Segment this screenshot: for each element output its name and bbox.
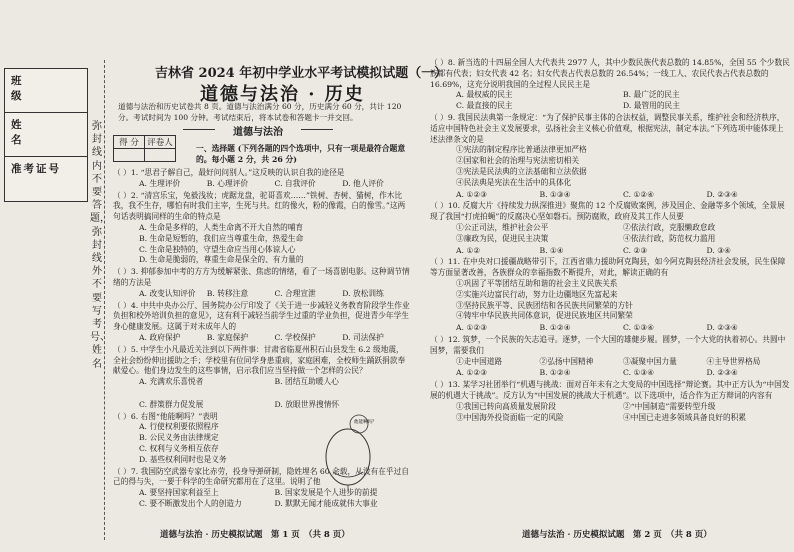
option[interactable]: ①走中国道路	[456, 356, 503, 366]
option[interactable]: D. 司法保护	[342, 332, 384, 342]
option[interactable]: A. 政府保护	[139, 332, 181, 342]
question-stem: （ ）9. 我国民法典第一条规定：“为了保护民事主体的合法权益，调整民事关系，维护社会和经济秩序，适应中国特色社会主义发展要求，弘扬社会主义核心价值观，根据宪法，制定本法。”下列选项中能体现上述法律条文的是	[430, 113, 785, 144]
option[interactable]: A. 生理评价	[139, 178, 181, 188]
class-label: 班 级	[11, 75, 40, 102]
option[interactable]: D. 最管用的民主	[623, 101, 680, 111]
option[interactable]: ②国家和社会的治理与宪法密切相关	[456, 156, 580, 166]
option[interactable]: C. ①③④	[623, 323, 655, 333]
seal-margin	[0, 0, 110, 552]
option[interactable]: ③中国海外投资面临一定的风险	[456, 412, 564, 422]
option[interactable]: B. 心理评价	[206, 178, 249, 188]
exam-intro: 道德与法治和历史试卷共 8 页。道德与法治满分 60 分，历史满分 60 分，共计 120 分。考试时间为 100 分钟。考试结束后，将本试卷和答题卡一并交回。	[118, 102, 402, 122]
option[interactable]: ③坚持民族平等、民族团结和各民族共同繁荣的方针	[456, 300, 633, 310]
option[interactable]: D. 默默无闻才能成就伟大事业	[274, 498, 378, 508]
option[interactable]: ③廉政为民，促进民主决策	[456, 233, 549, 243]
question-questions_left-4	[113, 345, 410, 388]
option[interactable]: ④依法行政，防范权力滥用	[623, 233, 716, 243]
question-stem: （ ）2. “清宫乐宝，兔毅浅妆；虎踞龙盘，驼哥喜欢……”铁树、杏树、猫树，作木比我，我不生存，哪怕有时我们主宰，生死与共。红的像火，粉的像霞，白的像雪。”这两句话表明搞同样的生命的特点是	[113, 190, 406, 222]
grader-cell-label: 评卷人	[145, 136, 176, 149]
question-stem: （ ）13. 某学习社团举行“机遇与挑战：面对百年未有之大变局的中国选择”辩论赛。其中正方认为“中国发展的机遇大于挑战”。反方认为“中国发展的挑战大于机遇”。以下选项中，适合作为正方辩词的内容有	[430, 380, 790, 400]
option[interactable]: A. ①②③	[456, 189, 488, 199]
option[interactable]: C. 生命是独特的，守望生命应当用心体谅人心	[139, 244, 296, 254]
option[interactable]: A. 最权威的民主	[456, 90, 513, 100]
question-questions_right-4	[430, 246, 790, 257]
option[interactable]: A. 充满欢乐喜悦者	[139, 377, 204, 387]
option[interactable]: C. 自我评价	[274, 178, 316, 188]
option[interactable]: B. 最广泛的民主	[623, 90, 680, 100]
option[interactable]: B. 家庭保护	[206, 332, 249, 342]
question-questions_right-9	[430, 380, 790, 423]
option[interactable]: A. 改变认知评价	[139, 288, 196, 298]
option[interactable]: ①我国已转向高质量发展阶段	[456, 401, 556, 411]
option[interactable]: B. ①④	[539, 245, 564, 255]
option[interactable]: A. ①②③	[456, 323, 488, 333]
question-stem: （ ）10. 反腐大片《持续发力纵深推进》聚焦的 12 个反腐败案例，涉及国企、金融等多个领域，全景展现了我国“打虎拍蝇”的反腐决心坚如磐石。预防腐败，政府及其工作人员要	[430, 201, 785, 222]
question-stem: （ ）4. 中共中央办公厅、国务院办公厅印发了《关于进一步减轻义务教育阶段学生作业负担和校外培训负担的意见》，这有利于减轻当前学生过重的学业负担，促进青少年学生身心健康发展。这属于对未成年人的	[113, 300, 410, 332]
option[interactable]: D. ②③④	[706, 368, 738, 378]
question-questions_right-2	[430, 190, 790, 201]
footer-right: 道德与法治 · 历史模拟试题 第 2 页 （共 8 页）	[522, 530, 712, 540]
question-questions_right-5	[430, 257, 790, 322]
option[interactable]: A. 生命是多样的，人类生命离不开大自然的哺育	[139, 222, 304, 232]
question-stem: （ ）7. 我国防空武器专家比赤劳，投身导弹研制，隐姓埋名 60 余载，从没有在乎过自己的得与失，一要于科学的生命研究都用在了这里。说明了他	[113, 466, 409, 487]
option[interactable]: C. 权利与义务相互依存	[139, 443, 219, 453]
score-table	[113, 135, 176, 162]
section-header: 道德与法治	[183, 123, 333, 138]
question-questions_right-1	[430, 113, 790, 189]
grader-cell[interactable]	[145, 149, 176, 162]
cartoon-caption: 他能啊吗？	[354, 420, 377, 425]
option[interactable]: C. ②③	[623, 245, 648, 255]
option[interactable]: ②弘扬中国精神	[539, 356, 594, 366]
seal-line	[104, 60, 105, 540]
ticket-label: 准考证号	[11, 163, 61, 175]
option[interactable]: B. ①③④	[539, 189, 571, 199]
option[interactable]: D. ③④	[706, 245, 732, 255]
option[interactable]: ①公正司法，维护社会公平	[456, 222, 549, 232]
option[interactable]: ②实施兴边富民行动，努力让边疆地区先富起来	[456, 289, 618, 299]
option[interactable]: ④中国已走进多领域具备良好的积累	[623, 412, 747, 422]
class-box[interactable]	[4, 68, 88, 114]
option[interactable]: B. 转移注意	[206, 288, 249, 298]
option[interactable]: B. 团结互助暖人心	[274, 377, 339, 387]
ticket-box[interactable]	[4, 156, 88, 202]
option[interactable]: B. 国家发展是个人进步的前提	[274, 488, 378, 498]
option[interactable]: B. ①②④	[539, 368, 571, 378]
option[interactable]: C. 最直接的民主	[456, 101, 513, 111]
option[interactable]: B. 公民义务由法律规定	[139, 433, 219, 443]
question-stem: （ ）8. 新当选的十四届全国人大代表共 2977 人，其中少数民族代表总数的 14.85%，全国 55 个少数民族都有代表；妇女代表 42 名；妇女代表占代表总数的 26.54%；一线工人、农民代表占代表总数的 16.69%，这充分说明我国的全过程人民民主是	[430, 58, 790, 89]
question-questions_right-3	[430, 201, 790, 244]
option[interactable]: D. 生命是脆弱的，尊重生命是保全的、有力量的	[139, 255, 304, 265]
option[interactable]: C. 群策群力促发展	[139, 399, 204, 409]
option[interactable]: C. ①③④	[623, 368, 655, 378]
option[interactable]: A. 要坚持国家利益至上	[139, 488, 219, 498]
option[interactable]: ①巩固了平等团结互助和谐的社会主义民族关系	[456, 278, 618, 288]
question-questions_right-8	[430, 368, 790, 379]
option[interactable]: D. ②③④	[706, 323, 738, 333]
exam-subtitle: 道德与法治 · 历史	[200, 84, 365, 105]
question-stem: （ ）1. “思君子解自己，最好问问别人。”这反映的认识自我的途径是	[113, 168, 345, 177]
option[interactable]: C. 要不断激发出个人的创造力	[139, 498, 242, 508]
question-questions_right-0	[430, 58, 790, 112]
option[interactable]: B. ①②④	[539, 323, 571, 333]
question-stem: （ ）12. 筑梦，一个民族的矢志追寻。逐梦，一个大国的雄健步履。圆梦，一个大党的执着初心。共圆中国梦，需要我们	[430, 335, 786, 355]
option[interactable]: ④主导世界格局	[706, 356, 761, 366]
option[interactable]: ④铸牢中华民族共同体意识，促进民族地区共同繁荣	[456, 311, 633, 321]
option[interactable]: D. 放松训练	[342, 288, 384, 298]
score-cell-label: 得 分	[114, 136, 145, 149]
name-box[interactable]	[4, 112, 88, 158]
footer-left: 道德与法治 · 历史模拟试题 第 1 页 （共 8 页）	[160, 530, 350, 540]
option[interactable]: D. 基些权利同时也是义务	[139, 454, 227, 464]
option[interactable]: ③凝聚中国力量	[623, 356, 677, 366]
name-label: 姓 名	[11, 119, 40, 146]
option[interactable]: ②“中国制造”需要转型升级	[623, 401, 716, 411]
option[interactable]: C. 合理宣泄	[274, 288, 316, 298]
option[interactable]: D. 放眼世界搜情怀	[274, 399, 340, 409]
question-questions_left-0	[113, 168, 410, 190]
option[interactable]: A. ①②③	[456, 368, 488, 378]
question-stem: （ ）11. 在中央对口援疆战略带引下，江西省鼎力援助阿克陶县，如今阿克陶县经济社会发展，民生保障等方面显著改善，各族群众的幸福指数不断提升，对此，解读正确的有	[430, 257, 786, 278]
option[interactable]: ④民法典是宪法在生活中的具体化	[456, 177, 572, 187]
option[interactable]: D. ②③④	[706, 189, 738, 199]
option[interactable]: A. ①②	[456, 245, 481, 255]
option[interactable]: C. 学校保护	[274, 332, 316, 342]
question-questions_left-2	[113, 267, 410, 299]
option[interactable]: ①宪法的制定程序比普通法律更加严格	[456, 145, 587, 155]
option[interactable]: ②依法行政，克服懒政怠政	[623, 222, 716, 232]
option[interactable]: ③宪法是民法典的立法基础和立法依据	[456, 166, 587, 176]
option[interactable]: A. 行使权利要依照程序	[139, 422, 219, 432]
question-questions_right-6	[430, 323, 790, 334]
seal-note: 弥封线内不要答题，弥封线外不要写考号、姓名	[90, 121, 110, 370]
option[interactable]: D. 他人评价	[342, 178, 384, 188]
cartoon-figure	[313, 412, 383, 492]
question-questions_right-7	[430, 335, 790, 367]
question-questions_left-5	[113, 400, 410, 411]
option[interactable]: C. ①②④	[623, 189, 655, 199]
question-stem: （ ）6. 右图“他能啊吗？”表明	[113, 411, 218, 421]
question-stem: （ ）3. 抑郁参加中考的方方为缓解紧张、焦虑的情绪，看了一场喜剧电影。这种调节情绪的方法是	[113, 267, 410, 287]
part-one-title: 一、选择题 (下列各题的四个选项中，只有一项是最符合题意的。每小题 2 分，共 26 分)	[196, 144, 406, 164]
question-questions_left-1	[113, 191, 410, 267]
question-questions_left-3	[113, 301, 410, 344]
option[interactable]: B. 生命是短暂的，我们应当尊重生命，热爱生命	[139, 233, 304, 243]
score-cell[interactable]	[114, 149, 145, 162]
exam-title: 吉林省 2024 年初中学业水平考试模拟试题（一）	[155, 66, 448, 81]
question-stem: （ ）5. 中学生小凡最近关注到以下两件事：甘肃省临夏州积石山县发生 6.2 级地震，全社会纷纷伸出援助之手；学校里有位同学身患重病，家庭困难，全校师生踊跃捐款奉献爱心。他们身边发生的这些事情，启示我们应当坚持做一个怎样的公民？	[113, 344, 406, 376]
